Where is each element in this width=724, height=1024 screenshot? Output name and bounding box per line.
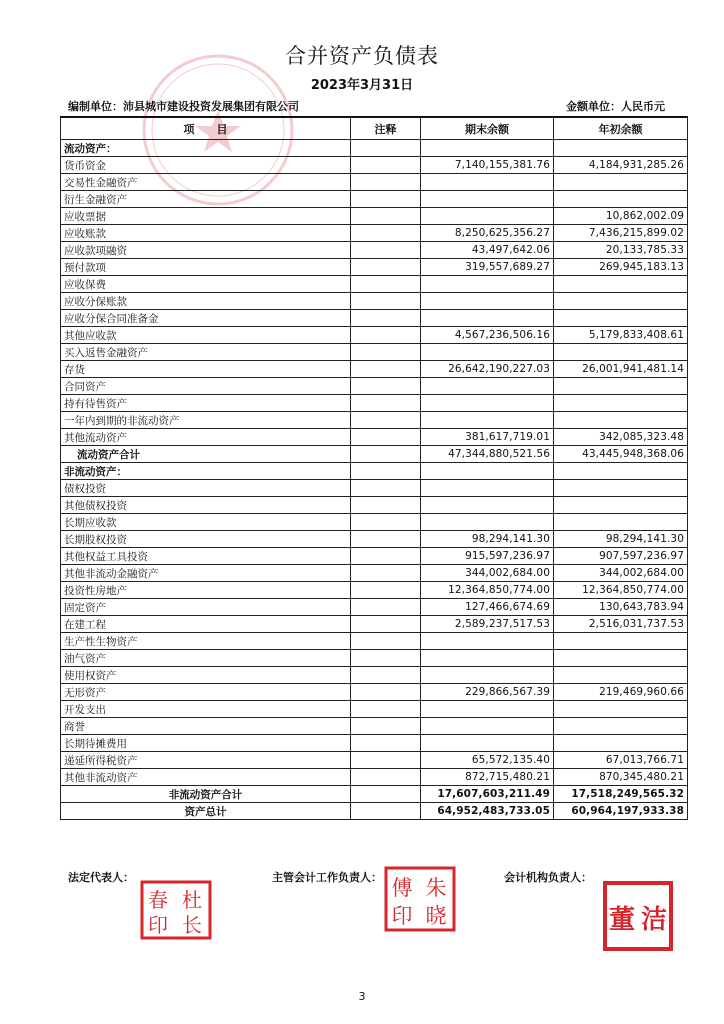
row-end-balance: 17,607,603,211.49 xyxy=(421,786,554,803)
row-end-balance: 319,557,689.27 xyxy=(421,259,554,276)
row-begin-balance xyxy=(554,378,688,395)
row-begin-balance xyxy=(554,650,688,667)
table-row xyxy=(61,531,688,548)
row-begin-balance xyxy=(554,667,688,684)
row-label: 其他非流动资产 xyxy=(61,769,351,786)
row-begin-balance: 7,436,215,899.02 xyxy=(554,225,688,242)
table-row xyxy=(61,735,688,752)
row-begin-balance xyxy=(554,718,688,735)
row-note xyxy=(351,395,421,412)
row-begin-balance: 98,294,141.30 xyxy=(554,531,688,548)
row-begin-balance xyxy=(554,293,688,310)
row-label: 应收保费 xyxy=(61,276,351,293)
row-note xyxy=(351,429,421,446)
row-note xyxy=(351,446,421,463)
table-row xyxy=(61,293,688,310)
row-label: 应收票据 xyxy=(61,208,351,225)
row-label: 非流动资产合计 xyxy=(61,786,351,803)
row-end-balance xyxy=(421,650,554,667)
currency-label: 金额单位：人民币元 xyxy=(566,100,665,113)
row-begin-balance: 10,862,002.09 xyxy=(554,208,688,225)
row-end-balance: 4,567,236,506.16 xyxy=(421,327,554,344)
row-note xyxy=(351,259,421,276)
row-end-balance xyxy=(421,293,554,310)
table-row xyxy=(61,344,688,361)
row-label: 预付款项 xyxy=(61,259,351,276)
row-end-balance: 127,466,674.69 xyxy=(421,599,554,616)
row-begin-balance: 67,013,766.71 xyxy=(554,752,688,769)
row-end-balance xyxy=(421,497,554,514)
accounting-dept-head-label: 会计机构负责人： xyxy=(504,871,592,884)
accounting-head-label: 主管会计工作负责人： xyxy=(272,871,382,884)
row-end-balance: 229,866,567.39 xyxy=(421,684,554,701)
row-end-balance xyxy=(421,412,554,429)
table-row xyxy=(61,565,688,582)
row-note xyxy=(351,633,421,650)
row-note xyxy=(351,718,421,735)
table-row xyxy=(61,463,688,480)
report-title: 合并资产负债表 xyxy=(285,44,439,68)
svg-text:洁: 洁 xyxy=(640,905,668,935)
table-row xyxy=(61,582,688,599)
row-begin-balance xyxy=(554,276,688,293)
table-row xyxy=(61,803,688,820)
row-label: 应收分保合同准备金 xyxy=(61,310,351,327)
row-end-balance xyxy=(421,276,554,293)
svg-text:长: 长 xyxy=(182,913,202,937)
row-end-balance: 915,597,236.97 xyxy=(421,548,554,565)
row-label: 生产性生物资产 xyxy=(61,633,351,650)
row-begin-balance xyxy=(554,633,688,650)
row-note xyxy=(351,293,421,310)
row-note xyxy=(351,480,421,497)
table-row xyxy=(61,633,688,650)
row-end-balance: 43,497,642.06 xyxy=(421,242,554,259)
table-row xyxy=(61,429,688,446)
row-begin-balance xyxy=(554,463,688,480)
row-label: 油气资产 xyxy=(61,650,351,667)
row-label: 应收账款 xyxy=(61,225,351,242)
row-begin-balance: 907,597,236.97 xyxy=(554,548,688,565)
row-begin-balance: 219,469,960.66 xyxy=(554,684,688,701)
table-row xyxy=(61,480,688,497)
row-label: 衍生金融资产 xyxy=(61,191,351,208)
table-row xyxy=(61,412,688,429)
table-row xyxy=(61,684,688,701)
row-begin-balance: 870,345,480.21 xyxy=(554,769,688,786)
row-begin-balance xyxy=(554,701,688,718)
row-begin-balance xyxy=(554,174,688,191)
row-label: 资产总计 xyxy=(61,803,351,820)
row-note xyxy=(351,650,421,667)
row-begin-balance xyxy=(554,497,688,514)
row-note xyxy=(351,701,421,718)
table-row xyxy=(61,395,688,412)
table-row xyxy=(61,667,688,684)
row-note xyxy=(351,242,421,259)
table-row xyxy=(61,361,688,378)
row-begin-balance: 26,001,941,481.14 xyxy=(554,361,688,378)
row-note xyxy=(351,191,421,208)
row-label: 合同资产 xyxy=(61,378,351,395)
row-end-balance xyxy=(421,667,554,684)
compiler-label: 编制单位：沛县城市建设投资发展集团有限公司 xyxy=(68,100,299,113)
table-row xyxy=(61,310,688,327)
svg-text:春: 春 xyxy=(148,888,168,912)
row-begin-balance: 17,518,249,565.32 xyxy=(554,786,688,803)
row-note xyxy=(351,412,421,429)
table-row xyxy=(61,701,688,718)
legal-rep-label: 法定代表人： xyxy=(68,871,134,884)
row-label: 投资性房地产 xyxy=(61,582,351,599)
row-begin-balance xyxy=(554,480,688,497)
table-row xyxy=(61,191,688,208)
row-label: 其他流动资产 xyxy=(61,429,351,446)
row-note xyxy=(351,208,421,225)
row-note xyxy=(351,514,421,531)
header-begin-balance: 年初余额 xyxy=(554,117,688,140)
table-row xyxy=(61,225,688,242)
row-note xyxy=(351,735,421,752)
row-begin-balance xyxy=(554,140,688,157)
row-begin-balance xyxy=(554,191,688,208)
table-row xyxy=(61,259,688,276)
row-note xyxy=(351,497,421,514)
report-date: 2023年3月31日 xyxy=(310,78,414,93)
row-label: 买入返售金融资产 xyxy=(61,344,351,361)
row-note xyxy=(351,616,421,633)
row-end-balance xyxy=(421,310,554,327)
svg-text:董: 董 xyxy=(608,905,636,935)
table-row xyxy=(61,378,688,395)
row-begin-balance: 342,085,323.48 xyxy=(554,429,688,446)
table-row xyxy=(61,157,688,174)
svg-text:晓: 晓 xyxy=(425,904,447,928)
table-row xyxy=(61,446,688,463)
row-note xyxy=(351,769,421,786)
row-end-balance xyxy=(421,701,554,718)
row-begin-balance xyxy=(554,412,688,429)
row-end-balance xyxy=(421,633,554,650)
row-label: 应收分保账款 xyxy=(61,293,351,310)
row-note xyxy=(351,599,421,616)
row-label: 非流动资产： xyxy=(61,463,351,480)
row-label: 无形资产 xyxy=(61,684,351,701)
row-end-balance: 65,572,135.40 xyxy=(421,752,554,769)
row-begin-balance: 20,133,785.33 xyxy=(554,242,688,259)
row-note xyxy=(351,667,421,684)
row-label: 长期待摊费用 xyxy=(61,735,351,752)
accounting-head-seal xyxy=(384,866,456,932)
table-row xyxy=(61,174,688,191)
row-begin-balance xyxy=(554,735,688,752)
row-label: 应收款项融资 xyxy=(61,242,351,259)
row-label: 在建工程 xyxy=(61,616,351,633)
table-row xyxy=(61,599,688,616)
row-note xyxy=(351,140,421,157)
row-end-balance xyxy=(421,718,554,735)
row-note xyxy=(351,684,421,701)
row-label: 流动资产： xyxy=(61,140,351,157)
table-row xyxy=(61,752,688,769)
row-note xyxy=(351,174,421,191)
row-begin-balance xyxy=(554,514,688,531)
row-label: 递延所得税资产 xyxy=(61,752,351,769)
row-end-balance xyxy=(421,378,554,395)
row-label: 持有待售资产 xyxy=(61,395,351,412)
row-note xyxy=(351,786,421,803)
table-row xyxy=(61,140,688,157)
row-end-balance: 2,589,237,517.53 xyxy=(421,616,554,633)
row-end-balance xyxy=(421,174,554,191)
row-note xyxy=(351,310,421,327)
row-end-balance: 64,952,483,733.05 xyxy=(421,803,554,820)
row-end-balance: 8,250,625,356.27 xyxy=(421,225,554,242)
header-note: 注释 xyxy=(351,117,421,140)
table-row xyxy=(61,786,688,803)
page-number: 3 xyxy=(358,990,366,1003)
table-row xyxy=(61,514,688,531)
table-row xyxy=(61,242,688,259)
row-end-balance: 7,140,155,381.76 xyxy=(421,157,554,174)
row-begin-balance xyxy=(554,395,688,412)
table-header-row xyxy=(61,117,688,140)
header-end-balance: 期末余额 xyxy=(421,117,554,140)
row-note xyxy=(351,463,421,480)
row-end-balance xyxy=(421,463,554,480)
row-label: 存货 xyxy=(61,361,351,378)
row-begin-balance xyxy=(554,344,688,361)
row-begin-balance: 12,364,850,774.00 xyxy=(554,582,688,599)
row-label: 交易性金融资产 xyxy=(61,174,351,191)
row-end-balance xyxy=(421,191,554,208)
row-note xyxy=(351,378,421,395)
row-label: 其他权益工具投资 xyxy=(61,548,351,565)
row-label: 其他债权投资 xyxy=(61,497,351,514)
svg-text:杜: 杜 xyxy=(182,888,202,912)
row-label: 货币资金 xyxy=(61,157,351,174)
row-begin-balance: 130,643,783.94 xyxy=(554,599,688,616)
table-row xyxy=(61,548,688,565)
header-item: 项 目 xyxy=(61,117,351,140)
row-begin-balance: 344,002,684.00 xyxy=(554,565,688,582)
row-note xyxy=(351,361,421,378)
row-note xyxy=(351,565,421,582)
row-label: 其他非流动金融资产 xyxy=(61,565,351,582)
svg-text:印: 印 xyxy=(148,913,168,937)
row-end-balance xyxy=(421,140,554,157)
row-note xyxy=(351,531,421,548)
row-end-balance xyxy=(421,735,554,752)
row-begin-balance xyxy=(554,310,688,327)
row-end-balance: 98,294,141.30 xyxy=(421,531,554,548)
row-label: 使用权资产 xyxy=(61,667,351,684)
table-row xyxy=(61,650,688,667)
table-row xyxy=(61,497,688,514)
row-end-balance: 12,364,850,774.00 xyxy=(421,582,554,599)
table-row xyxy=(61,208,688,225)
row-note xyxy=(351,803,421,820)
row-end-balance xyxy=(421,395,554,412)
row-label: 流动资产合计 xyxy=(61,446,351,463)
row-end-balance xyxy=(421,480,554,497)
row-label: 商誉 xyxy=(61,718,351,735)
legal-rep-seal xyxy=(140,880,212,940)
row-end-balance xyxy=(421,514,554,531)
table-row xyxy=(61,769,688,786)
row-note xyxy=(351,344,421,361)
row-label: 一年内到期的非流动资产 xyxy=(61,412,351,429)
row-end-balance: 872,715,480.21 xyxy=(421,769,554,786)
table-row xyxy=(61,327,688,344)
svg-text:印: 印 xyxy=(391,904,413,928)
row-end-balance: 381,617,719.01 xyxy=(421,429,554,446)
row-label: 其他应收款 xyxy=(61,327,351,344)
row-note xyxy=(351,327,421,344)
row-begin-balance: 5,179,833,408.61 xyxy=(554,327,688,344)
row-label: 固定资产 xyxy=(61,599,351,616)
row-begin-balance: 269,945,183.13 xyxy=(554,259,688,276)
table-row xyxy=(61,276,688,293)
row-label: 债权投资 xyxy=(61,480,351,497)
row-begin-balance: 60,964,197,933.38 xyxy=(554,803,688,820)
row-note xyxy=(351,157,421,174)
row-end-balance: 344,002,684.00 xyxy=(421,565,554,582)
row-end-balance: 26,642,190,227.03 xyxy=(421,361,554,378)
row-begin-balance: 43,445,948,368.06 xyxy=(554,446,688,463)
row-note xyxy=(351,548,421,565)
row-end-balance: 47,344,880,521.56 xyxy=(421,446,554,463)
table-row xyxy=(61,616,688,633)
svg-text:朱: 朱 xyxy=(425,876,447,900)
row-note xyxy=(351,276,421,293)
row-note xyxy=(351,582,421,599)
svg-text:傅: 傅 xyxy=(391,876,413,900)
row-begin-balance: 2,516,031,737.53 xyxy=(554,616,688,633)
dept-head-seal xyxy=(602,880,674,952)
row-note xyxy=(351,225,421,242)
row-end-balance xyxy=(421,208,554,225)
row-note xyxy=(351,752,421,769)
balance-sheet-table xyxy=(60,116,688,820)
row-label: 开发支出 xyxy=(61,701,351,718)
row-begin-balance: 4,184,931,285.26 xyxy=(554,157,688,174)
row-label: 长期应收款 xyxy=(61,514,351,531)
row-label: 长期股权投资 xyxy=(61,531,351,548)
table-row xyxy=(61,718,688,735)
row-end-balance xyxy=(421,344,554,361)
